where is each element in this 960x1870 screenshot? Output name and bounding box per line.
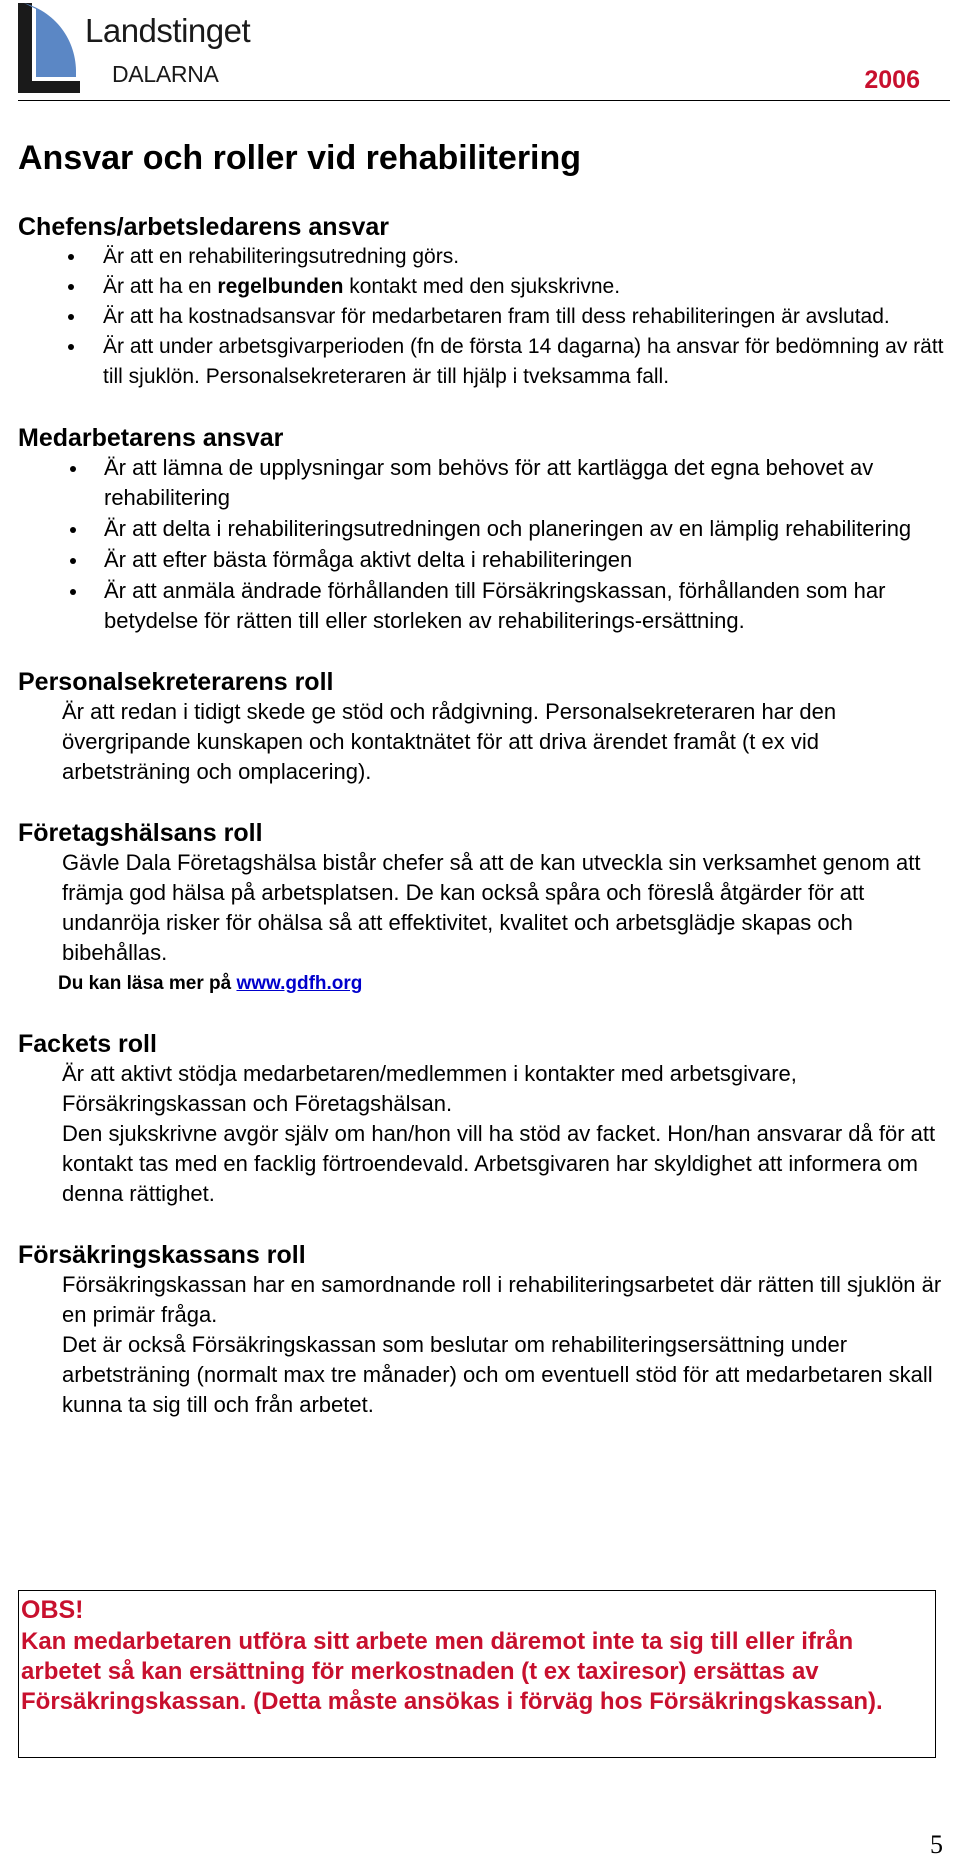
section-heading: Försäkringskassans roll: [18, 1241, 306, 1269]
section-foretag: [18, 818, 948, 998]
list-item: Är att ha en regelbunden kontakt med den sjukskrivne.: [18, 272, 948, 302]
header-year: 2006: [864, 66, 920, 94]
obs-title: OBS!: [21, 1596, 84, 1624]
section-chef: [18, 212, 948, 392]
section-text: Den sjukskrivne avgör själv om han/hon vill ha stöd av facket. Hon/han ansvarar då för att kontakt tas med en facklig förtroendevald. Arbetsgivaren har skyldighet att informera om denna rättighet.: [62, 1121, 936, 1206]
obs-notice-box: [18, 1590, 936, 1758]
section-heading: Medarbetarens ansvar: [18, 424, 284, 452]
logo-mark-icon: [18, 3, 84, 95]
document-body: [18, 138, 948, 1451]
header-divider: [18, 100, 950, 101]
list-item: Är att efter bästa förmåga aktivt delta i rehabiliteringen: [18, 545, 948, 575]
read-more: Du kan läsa mer på www.gdfh.org: [58, 973, 363, 994]
section-text: Det är också Försäkringskassan som beslutar om rehabiliteringsersättning under arbetsträning (normalt max tre månader) och om eventuell stöd för att medarbetaren skall kunna ta sig till och från arbetet.: [62, 1332, 933, 1417]
list-item: Är att ha kostnadsansvar för medarbetaren fram till dess rehabiliteringen är avslutad.: [18, 302, 948, 332]
section-text: Gävle Dala Företagshälsa bistår chefer så att de kan utveckla sin verksamhet genom att främja god hälsa på arbetsplatsen. De kan också spåra och föreslå åtgärder för att undanröja risker för ohälsa så att effektivitet, kvalitet och arbetsglädje skapas och bibehållas.: [62, 850, 921, 965]
section-text: Försäkringskassan har en samordnande roll i rehabiliteringsarbetet där rätten till sjuklön är en primär fråga.: [62, 1272, 942, 1327]
section-heading: Chefens/arbetsledarens ansvar: [18, 213, 390, 241]
section-medarbetare: [18, 423, 948, 636]
page-number: 5: [930, 1830, 943, 1859]
list-item: Är att anmäla ändrade förhållanden till Försäkringskassan, förhållanden som har betydelse för rätten till eller storleken av rehabiliterings-ersättning.: [18, 576, 948, 636]
list-item: Är att lämna de upplysningar som behövs för att kartlägga det egna behovet av rehabilitering: [18, 453, 948, 513]
section-text: Är att aktivt stödja medarbetaren/medlemmen i kontakter med arbetsgivare, Försäkringskassan och Företagshälsan.: [62, 1061, 797, 1116]
landstinget-logo: [18, 3, 258, 95]
medarbetare-list: [18, 453, 948, 636]
chef-list: [18, 242, 948, 392]
gdfh-link[interactable]: www.gdfh.org: [236, 973, 363, 994]
section-facket: [18, 1029, 948, 1209]
section-forsakringskassan: [18, 1240, 948, 1420]
logo-name: Landstinget: [85, 12, 251, 49]
section-heading: Fackets roll: [18, 1030, 157, 1058]
section-text: Är att redan i tidigt skede ge stöd och rådgivning. Personalsekreteraren har den övergripande kunskapen och kontaktnätet för att driva ärendet framåt (t ex vid arbetsträning och omplacering).: [62, 699, 837, 784]
logo-subtitle: DALARNA: [112, 61, 219, 87]
page-title: Ansvar och roller vid rehabilitering: [18, 139, 582, 177]
list-item: Är att en rehabiliteringsutredning görs.: [18, 242, 948, 272]
list-item: Är att delta i rehabiliteringsutredningen och planeringen av en lämplig rehabilitering: [18, 514, 948, 544]
section-personal: [18, 667, 948, 787]
section-heading: Företagshälsans roll: [18, 819, 263, 847]
obs-text: Kan medarbetaren utföra sitt arbete men däremot inte ta sig till eller ifrån arbetet så kan ersättning för merkostnaden (t ex taxiresor) ersättas av Försäkringskassan. (Detta måste ansökas i förväg hos Försäkringskassan).: [21, 1628, 883, 1715]
section-heading: Personalsekreterarens roll: [18, 668, 334, 696]
list-item: Är att under arbetsgivarperioden (fn de första 14 dagarna) ha ansvar för bedömning av rätt till sjuklön. Personalsekreteraren är till hjälp i tveksamma fall.: [18, 332, 948, 392]
